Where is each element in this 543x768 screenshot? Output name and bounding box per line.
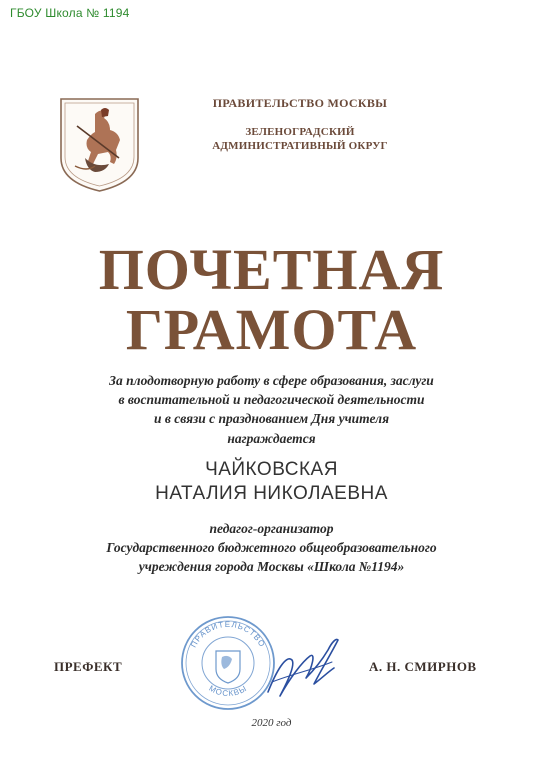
stamp-top-text: ПРАВИТЕЛЬСТВО — [188, 619, 268, 650]
stamp-bottom-text: МОСКВЫ — [207, 683, 249, 699]
svg-text:ПРАВИТЕЛЬСТВО — [189, 620, 267, 649]
position-line-1: педагог-организатор — [209, 521, 334, 536]
reason-line-2: в воспитательной и педагогической деятельности — [118, 392, 425, 407]
awarded-label: награждается — [227, 431, 316, 446]
district-line-2: АДМИНИСТРАТИВНЫЙ ОКРУГ — [212, 140, 388, 152]
prefect-label: ПРЕФЕКТ — [54, 659, 123, 674]
moscow-coat-of-arms-icon — [57, 96, 142, 194]
recipient-position — [30, 519, 513, 576]
signer-name: А. Н. СМИРНОВ — [369, 659, 477, 674]
document-year: 2020 год — [251, 717, 292, 729]
reason-line-1: За плодотворную работу в сфере образования, заслуги — [109, 373, 434, 388]
certificate-title-line-2: ГРАМОТА — [125, 297, 418, 362]
svg-text:МОСКВЫ — [207, 684, 248, 698]
recipient-surname: ЧАЙКОВСКАЯ — [205, 459, 338, 480]
recipient-given-name: НАТАЛИЯ НИКОЛАЕВНА — [155, 483, 388, 504]
government-name: ПРАВИТЕЛЬСТВО МОСКВЫ — [212, 96, 388, 110]
position-line-2: Государственного бюджетного общеобразовательного — [106, 540, 437, 555]
district-line-1: ЗЕЛЕНОГРАДСКИЙ — [245, 126, 355, 138]
position-line-3: учреждения города Москвы «Школа №1194» — [138, 559, 405, 574]
certificate-title-line-1: ПОЧЕТНАЯ — [98, 237, 445, 302]
handwritten-signature — [262, 632, 342, 704]
award-reason — [40, 371, 503, 428]
reason-line-3: и в связи с празднованием Дня учителя — [153, 411, 390, 426]
watermark-text: ГБОУ Школа № 1194 — [10, 6, 130, 20]
